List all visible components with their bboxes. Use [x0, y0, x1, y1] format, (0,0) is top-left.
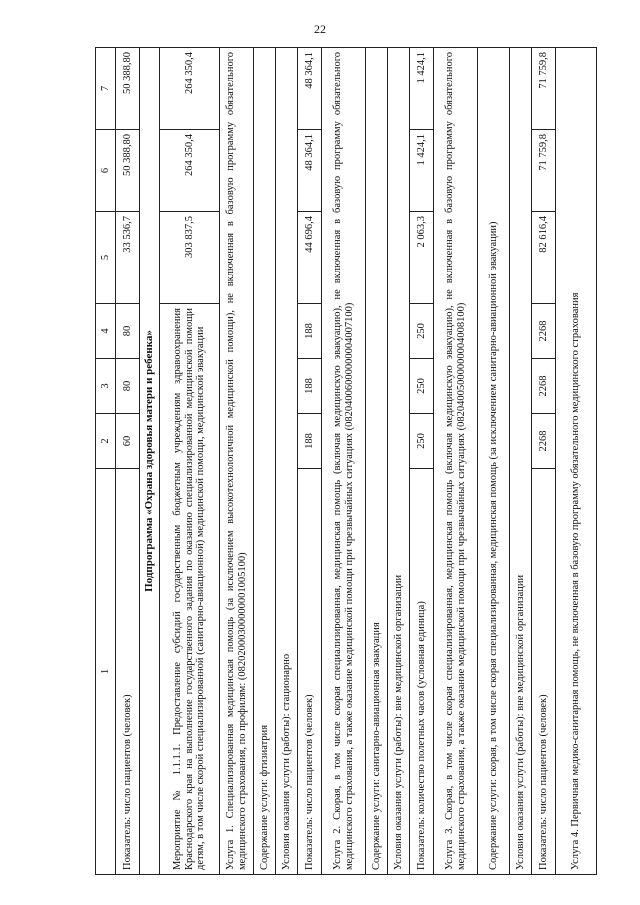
value-cell: 264 350,4 — [160, 48, 220, 130]
service-description: Услуга 1. Специализированная медицинская помощь (за исключением высокотехнологичной медицинской помощи), не включенная в базовую программу обязательного медицинского страхования, по профилям: (08202000300000001005100) — [220, 48, 254, 875]
service-content: Содержание услуги: скорая, в том числе скорая специализированная, медицинская помощь (за исключением санитарно-авиационной эвакуации) — [478, 48, 510, 875]
value-cell: 82 616,4 — [532, 212, 556, 304]
value-cell: 2268 — [532, 414, 556, 469]
value-cell: 1 424,1 — [410, 130, 434, 212]
service-description: Услуга 4. Первичная медико-санитарная помощь, не включенная в базовую программу обязательного медицинского страхования — [556, 48, 597, 875]
value-cell: 2268 — [532, 304, 556, 359]
header-cell: 6 — [96, 130, 116, 212]
header-cell: 4 — [96, 304, 116, 359]
row-label: Показатель: число пациентов (человек) — [532, 469, 556, 875]
header-cell: 3 — [96, 359, 116, 414]
service-conditions: Условия оказания услуги (работы): стационарно — [276, 48, 298, 875]
table-row — [388, 48, 410, 875]
value-cell: 188 — [298, 414, 322, 469]
service-conditions: Условия оказания услуги (работы): вне медицинской организации — [388, 48, 410, 875]
service-description: Услуга 3. Скорая, в том числе скорая специализированная, медицинская помощь (включая медицинскую эвакуацию), не включенная в базовую программу обязательного медицинского страхования, а также оказание медицинской помощи при чрезвычайных ситуациях (08204005000000004008100) — [434, 48, 478, 875]
value-cell: 250 — [410, 414, 434, 469]
header-cell: 2 — [96, 414, 116, 469]
value-cell: 48 364,1 — [298, 130, 322, 212]
value-cell: 303 837,5 — [160, 212, 220, 304]
table-row — [510, 48, 532, 875]
table-row — [322, 48, 366, 875]
value-cell: 80 — [116, 359, 140, 414]
service-content: Содержание услуги: фтизиатрия — [254, 48, 276, 875]
value-cell: 264 350,4 — [160, 130, 220, 212]
service-conditions: Условия оказания услуги (работы): вне медицинской организации — [510, 48, 532, 875]
value-cell: 44 696,4 — [298, 212, 322, 304]
table-row — [254, 48, 276, 875]
value-cell: 33 536,7 — [116, 212, 140, 304]
value-cell: 80 — [116, 304, 140, 359]
header-cell: 5 — [96, 212, 116, 304]
table-row — [434, 48, 478, 875]
service-description: Услуга 2. Скорая, в том числе скорая специализированная, медицинская помощь (включая медицинскую эвакуацию), не включенная в базовую программу обязательного медицинского страхования, а также оказание медицинской помощи при чрезвычайных ситуациях (08204006000000004007100) — [322, 48, 366, 875]
row-label: Показатель: число пациентов (человек) — [116, 469, 140, 875]
table-row — [532, 48, 556, 875]
table-row — [478, 48, 510, 875]
subprogram-title: Подпрограмма «Охрана здоровья матери и ребенка» — [140, 48, 160, 875]
header-row — [96, 48, 116, 875]
value-cell: 2 063,3 — [410, 212, 434, 304]
budget-table — [95, 47, 597, 875]
value-cell: 1 424,1 — [410, 48, 434, 130]
table-row — [410, 48, 434, 875]
table-row — [556, 48, 597, 875]
value-cell: 48 364,1 — [298, 48, 322, 130]
value-cell: 250 — [410, 359, 434, 414]
row-label: Показатель: количество полетных часов (условная единица) — [410, 469, 434, 875]
header-cell: 7 — [96, 48, 116, 130]
value-cell: 2268 — [532, 359, 556, 414]
value-cell: 188 — [298, 359, 322, 414]
subprogram-row — [140, 48, 160, 875]
table-row — [298, 48, 322, 875]
value-cell: 71 759,8 — [532, 130, 556, 212]
table-row — [116, 48, 140, 875]
value-cell: 60 — [116, 414, 140, 469]
value-cell: 50 388,80 — [116, 130, 140, 212]
value-cell: 50 388,80 — [116, 48, 140, 130]
table-row — [160, 48, 220, 875]
rotated-table-wrapper — [95, 48, 597, 875]
header-cell: 1 — [96, 469, 116, 875]
value-cell: 250 — [410, 304, 434, 359]
table-row — [366, 48, 388, 875]
page-number: 22 — [314, 22, 326, 36]
table-row — [276, 48, 298, 875]
event-description: Мероприятие № 1.1.1.1. Предоставление субсидий государственным бюджетным учреждениям здравоохранения Краснодарского края на выполнение государственного задания по оказанию специализированной медицинской помощи детям, в том числе скорой специализированной (санитарно-авиационной) медицинской помощи, медицинской эвакуации — [160, 304, 220, 875]
row-label: Показатель: число пациентов (человек) — [298, 469, 322, 875]
value-cell: 71 759,8 — [532, 48, 556, 130]
table-row — [220, 48, 254, 875]
service-content: Содержание услуги: санитарно-авиационная эвакуация — [366, 48, 388, 875]
value-cell: 188 — [298, 304, 322, 359]
